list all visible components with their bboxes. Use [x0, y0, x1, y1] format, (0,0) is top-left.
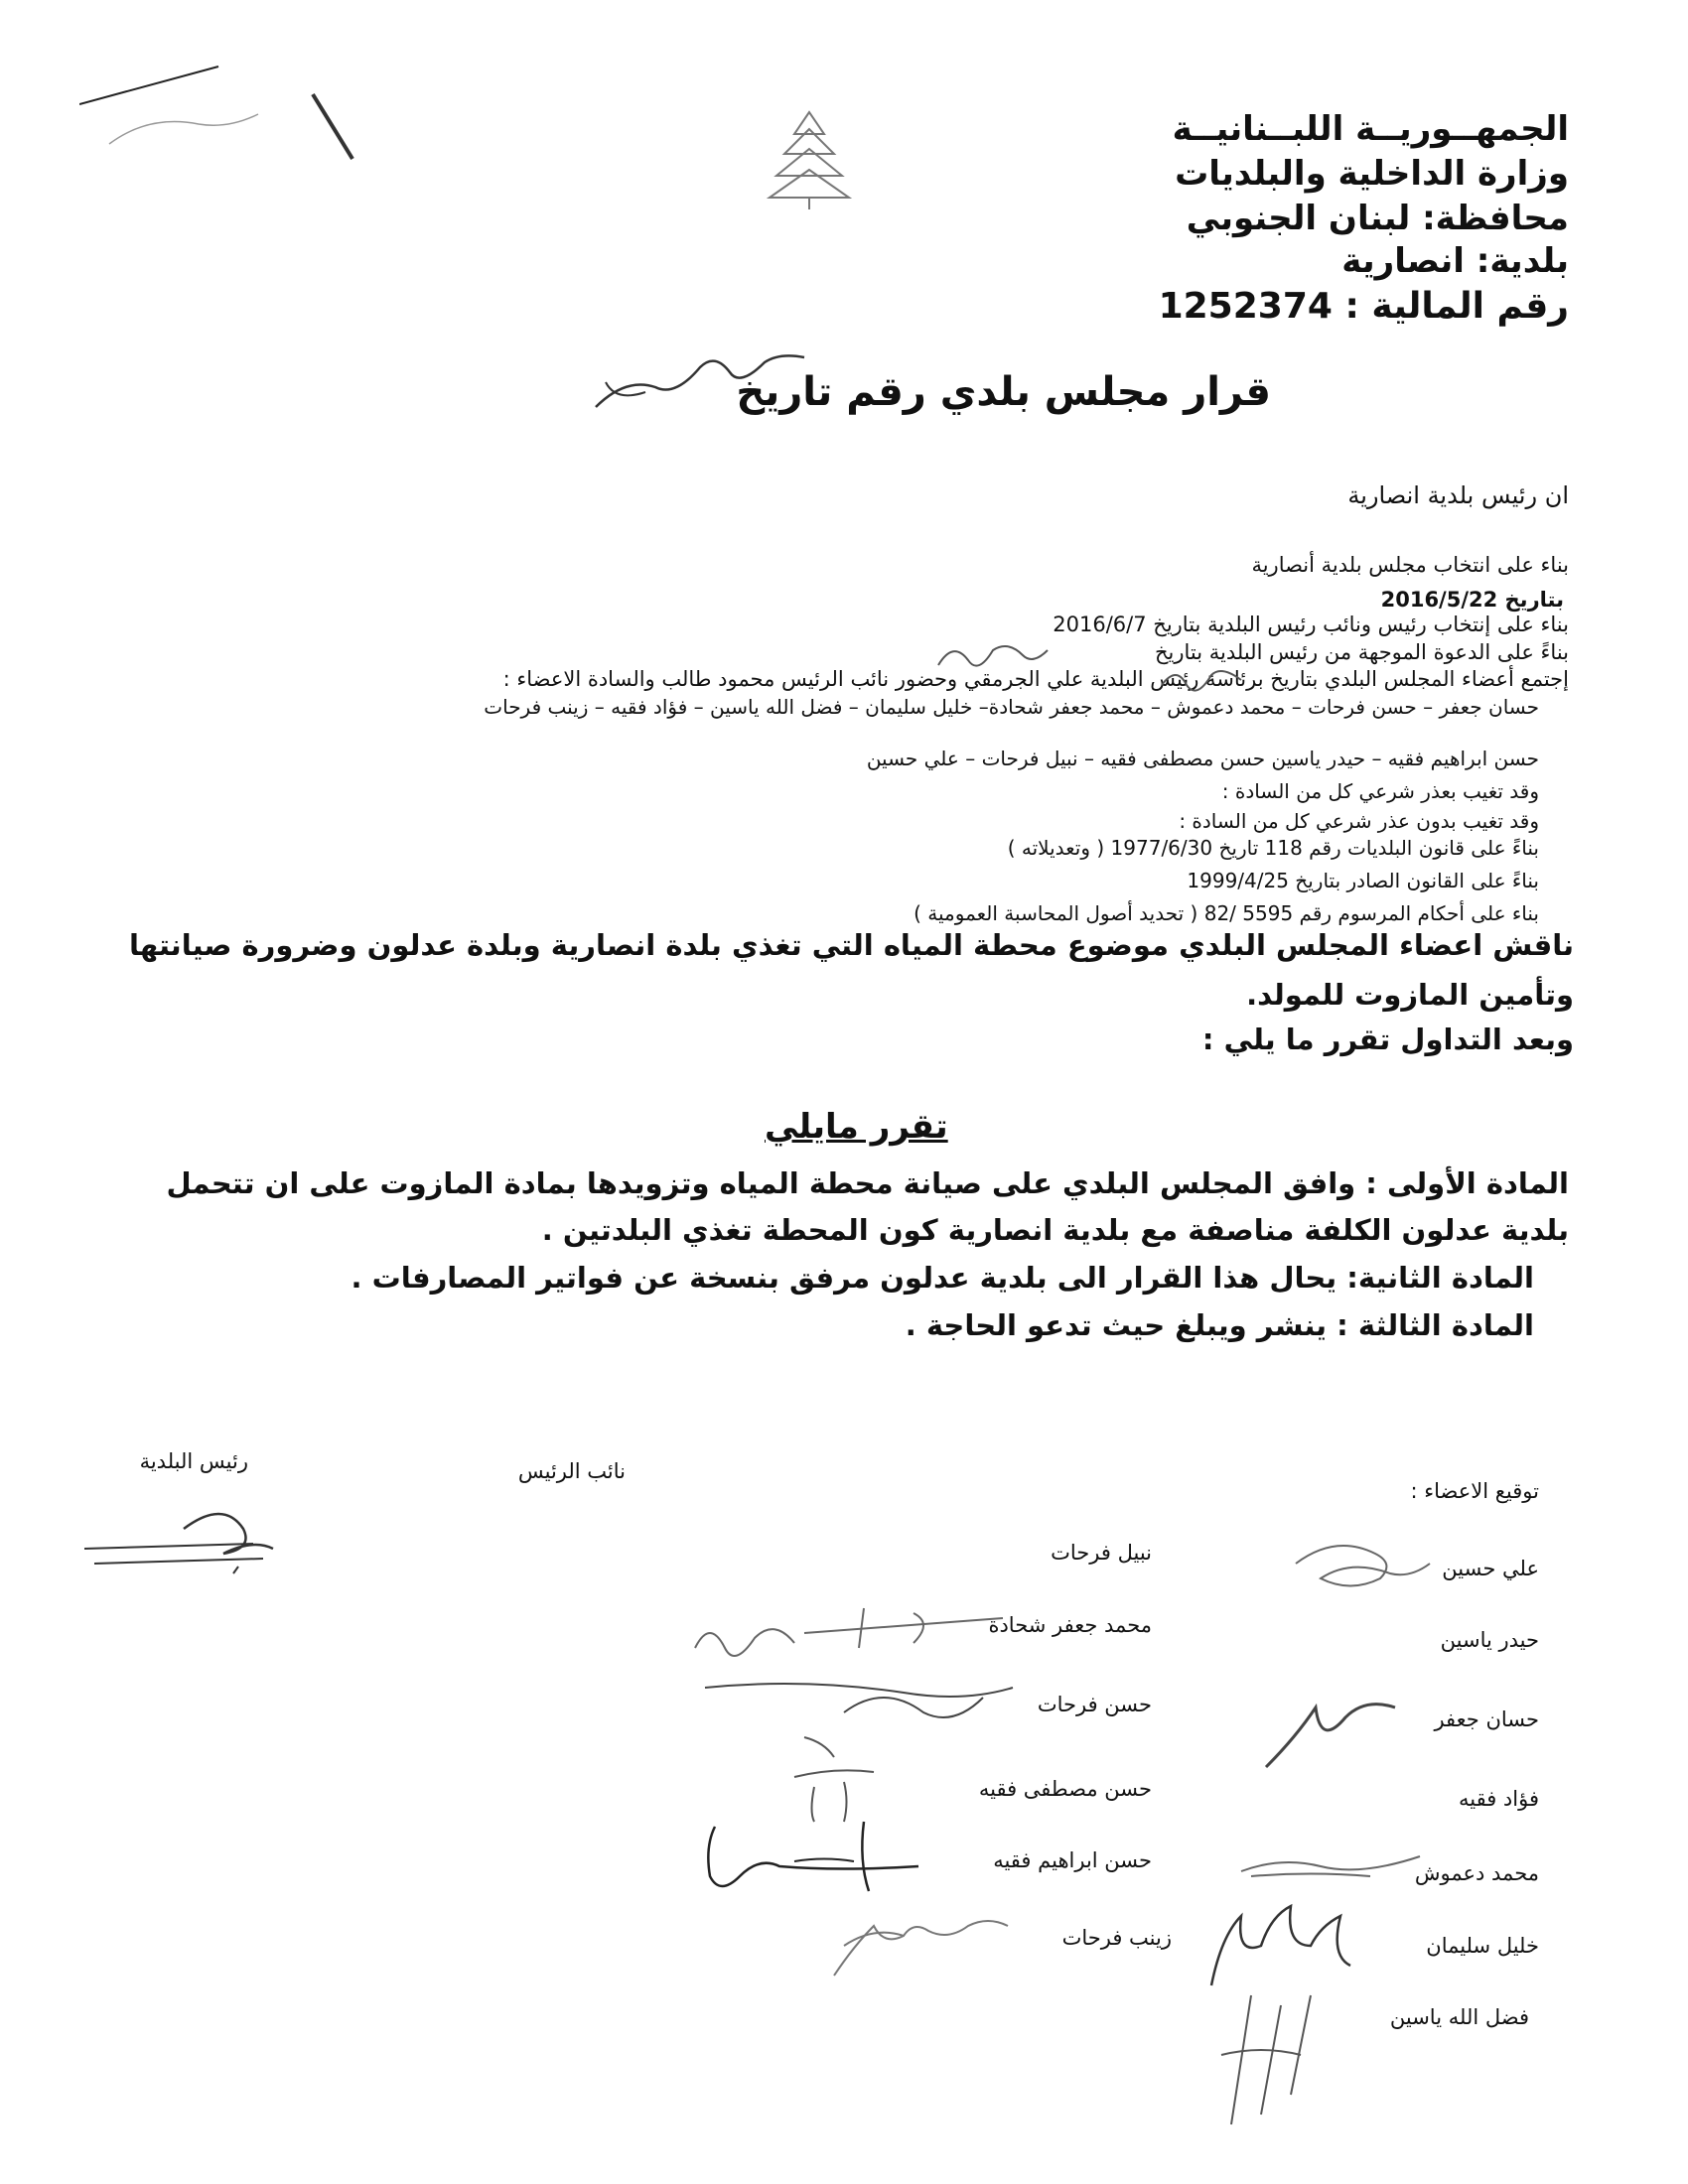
handwritten-date-mark — [586, 352, 824, 422]
discussion-line: وبعد التداول تقرر ما يلي : — [1201, 1023, 1574, 1056]
decision-title: قرار مجلس بلدي رقم تاريخ — [736, 369, 1271, 415]
preamble-line: وقد تغيب بدون عذر شرعي كل من السادة : — [1179, 809, 1539, 833]
member-name: علي حسين — [1442, 1557, 1539, 1580]
article-line: بلدية عدلون الكلفة مناصفة مع بلدية انصارية كون المحطة تغذي البلدتين . — [541, 1213, 1569, 1247]
discussion-line: وتأمين المازوت للمولد. — [1246, 978, 1574, 1012]
deputy-label: نائب الرئيس — [517, 1459, 626, 1483]
member-name: محمد جعفر شحادة — [988, 1613, 1152, 1637]
article-line: المادة الثالثة : ينشر ويبلغ حيث تدعو الحاجة . — [905, 1308, 1534, 1342]
preamble-line: وقد تغيب بعذر شرعي كل من السادة : — [1221, 779, 1539, 803]
member-signature — [824, 1906, 1023, 1985]
preamble-line: بناءً على القانون الصادر بتاريخ 1999/4/25 — [1187, 869, 1539, 892]
governorate-name: محافظة: لبنان الجنوبي — [1186, 199, 1569, 238]
member-name: خليل سليمان — [1426, 1934, 1539, 1958]
handwritten-mark — [1157, 660, 1246, 700]
member-signature — [1192, 1896, 1410, 2134]
article-line: المادة الأولى : وافق المجلس البلدي على صيانة محطة المياه وتزويدها بمادة المازوت على ان تتحمل — [166, 1166, 1569, 1200]
preamble-line: بتاريخ 2016/5/22 — [1380, 588, 1564, 612]
member-signature — [695, 1673, 1023, 1722]
discussion-line: ناقش اعضاء المجلس البلدي موضوع محطة المياه التي تغذي بلدة انصارية وبلدة عدلون وضرورة صيانتها — [128, 928, 1574, 962]
article-line: المادة الثانية: يحال هذا القرار الى بلدية عدلون مرفق بنسخة عن فواتير المصارفات . — [351, 1261, 1534, 1295]
member-name: حيدر ياسين — [1440, 1628, 1539, 1652]
republic-name: الجمهــوريــة اللبــنانيــة — [1172, 109, 1569, 149]
preamble-line: بناء على انتخاب مجلس بلدية أنصارية — [1251, 553, 1569, 577]
mayor-signature — [74, 1489, 293, 1578]
member-name: زينب فرحات — [1061, 1926, 1172, 1950]
preamble-line: حسان جعفر – حسن فرحات – محمد دعموش – محمد جعفر شحادة– خليل سليمان – فضل الله ياسين – فؤاد فقيه – زينب فرحات — [484, 695, 1539, 719]
finance-number: رقم المالية : 1252374 — [1158, 286, 1569, 327]
member-name: حسان جعفر — [1434, 1707, 1539, 1731]
mayor-label: رئيس البلدية — [139, 1449, 248, 1473]
member-name: فؤاد فقيه — [1458, 1787, 1539, 1811]
member-name: حسن فرحات — [1037, 1693, 1152, 1716]
preamble-line: بناءً على الدعوة الموجهة من رئيس البلدية بتاريخ — [1154, 640, 1569, 664]
member-signature — [774, 1727, 914, 1827]
member-name: محمد دعموش — [1414, 1861, 1539, 1885]
member-signature — [1256, 1688, 1415, 1777]
decides-heading: تقرر مايلي — [765, 1107, 948, 1147]
members-heading: توقيع الاعضاء : — [1410, 1479, 1539, 1503]
preamble-line: بناء على إنتخاب رئيس ونائب رئيس البلدية بتاريخ 2016/6/7 — [1053, 613, 1569, 636]
municipality-name: بلدية: انصارية — [1341, 241, 1569, 281]
member-signature — [1286, 1534, 1445, 1593]
member-name: حسن ابراهيم فقيه — [993, 1848, 1152, 1872]
scan-mark-top-left — [79, 55, 397, 174]
preamble-line: بناء على أحكام المرسوم رقم 5595 /82 ( تحديد أصول المحاسبة العمومية ) — [914, 901, 1539, 925]
cedar-emblem-icon — [755, 104, 864, 213]
member-signature — [685, 1598, 1023, 1668]
ministry-name: وزارة الداخلية والبلديات — [1175, 154, 1569, 194]
handwritten-mark — [933, 635, 1053, 675]
member-signature — [1231, 1846, 1430, 1886]
preamble-line: بناءً على قانون البلديات رقم 118 تاريخ 1977/6/30 ( وتعديلاته ) — [1007, 836, 1539, 860]
intro-line: ان رئيس بلدية انصارية — [1347, 481, 1569, 509]
member-name: نبيل فرحات — [1051, 1541, 1152, 1565]
member-signature — [685, 1817, 963, 1906]
preamble-line: حسن ابراهيم فقيه – حيدر ياسين حسن مصطفى فقيه – نبيل فرحات – علي حسين — [866, 747, 1539, 770]
member-name: حسن مصطفى فقيه — [978, 1777, 1152, 1801]
member-name: فضل الله ياسين — [1389, 2005, 1529, 2029]
preamble-line: إجتمع أعضاء المجلس البلدي بتاريخ برئاسة رئيس البلدية علي الجرمقي وحضور نائب الرئيس محمود طالب والسادة الاعضاء : — [502, 667, 1569, 691]
